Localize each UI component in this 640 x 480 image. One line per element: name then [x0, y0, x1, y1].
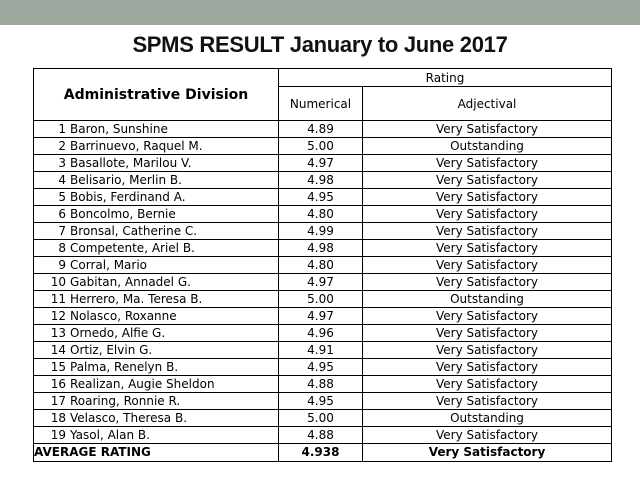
table-row [34, 206, 612, 223]
adjectival-rating: Very Satisfactory [363, 325, 612, 342]
employee-cell [34, 189, 279, 206]
row-number: 7 [58, 224, 66, 238]
table-row [34, 308, 612, 325]
results-table [33, 68, 612, 462]
employee-cell [34, 257, 279, 274]
slide-top-bar [0, 0, 640, 25]
table-row [34, 393, 612, 410]
adjectival-rating: Very Satisfactory [363, 121, 612, 138]
employee-name: Basallote, Marilou V. [70, 156, 192, 170]
employee-name: Belisario, Merlin B. [70, 173, 182, 187]
numerical-rating: 5.00 [279, 410, 363, 427]
numerical-rating: 4.97 [279, 155, 363, 172]
adjectival-header: Adjectival [363, 87, 612, 121]
employee-cell [34, 342, 279, 359]
average-adjectival: Very Satisfactory [363, 444, 612, 462]
adjectival-rating: Very Satisfactory [363, 257, 612, 274]
table-row [34, 257, 612, 274]
numerical-rating: 4.99 [279, 223, 363, 240]
employee-cell [34, 359, 279, 376]
employee-cell [34, 240, 279, 257]
employee-cell [34, 427, 279, 444]
table-row [34, 138, 612, 155]
adjectival-rating: Outstanding [363, 291, 612, 308]
employee-name: Ortiz, Elvin G. [70, 343, 153, 357]
adjectival-rating: Very Satisfactory [363, 155, 612, 172]
average-numerical: 4.938 [279, 444, 363, 462]
employee-name: Realizan, Augie Sheldon [70, 377, 215, 391]
table-row [34, 274, 612, 291]
division-header: Administrative Division [34, 69, 279, 121]
numerical-rating: 4.95 [279, 359, 363, 376]
table-row [34, 155, 612, 172]
row-number: 3 [58, 156, 66, 170]
employee-cell [34, 308, 279, 325]
table-row [34, 121, 612, 138]
slide-title: SPMS RESULT January to June 2017 [132, 32, 508, 57]
employee-cell [34, 393, 279, 410]
rating-header: Rating [279, 69, 612, 87]
adjectival-rating: Very Satisfactory [363, 342, 612, 359]
table-row [34, 223, 612, 240]
table-row [34, 427, 612, 444]
row-number: 9 [58, 258, 66, 272]
employee-name: Baron, Sunshine [70, 122, 168, 136]
row-number: 4 [58, 173, 66, 187]
table-body [34, 121, 612, 444]
employee-name: Velasco, Theresa B. [70, 411, 188, 425]
adjectival-rating: Very Satisfactory [363, 172, 612, 189]
row-number: 19 [50, 428, 66, 442]
numerical-rating: 4.89 [279, 121, 363, 138]
employee-name: Bobis, Ferdinand A. [70, 190, 186, 204]
adjectival-rating: Very Satisfactory [363, 359, 612, 376]
row-number: 16 [50, 377, 66, 391]
numerical-rating: 4.97 [279, 308, 363, 325]
employee-cell [34, 223, 279, 240]
employee-name: Palma, Renelyn B. [70, 360, 179, 374]
table-row [34, 189, 612, 206]
adjectival-rating: Outstanding [363, 410, 612, 427]
adjectival-rating: Very Satisfactory [363, 223, 612, 240]
numerical-rating: 4.97 [279, 274, 363, 291]
employee-cell [34, 376, 279, 393]
adjectival-rating: Very Satisfactory [363, 240, 612, 257]
employee-name: Barrinuevo, Raquel M. [70, 139, 203, 153]
numerical-rating: 4.98 [279, 240, 363, 257]
employee-cell [34, 274, 279, 291]
employee-cell [34, 325, 279, 342]
employee-name: Bronsal, Catherine C. [70, 224, 198, 238]
employee-name: Boncolmo, Bernie [70, 207, 176, 221]
adjectival-rating: Very Satisfactory [363, 274, 612, 291]
employee-cell [34, 206, 279, 223]
employee-name: Corral, Mario [70, 258, 148, 272]
row-number: 6 [58, 207, 66, 221]
table-row [34, 342, 612, 359]
employee-name: Competente, Ariel B. [70, 241, 195, 255]
row-number: 12 [50, 309, 66, 323]
adjectival-rating: Very Satisfactory [363, 206, 612, 223]
employee-cell [34, 172, 279, 189]
employee-cell [34, 410, 279, 427]
employee-cell [34, 155, 279, 172]
adjectival-rating: Very Satisfactory [363, 376, 612, 393]
row-number: 1 [58, 122, 66, 136]
table-row [34, 291, 612, 308]
numerical-header: Numerical [279, 87, 363, 121]
row-number: 2 [58, 139, 66, 153]
average-label: AVERAGE RATING [34, 444, 279, 462]
row-number: 15 [50, 360, 66, 374]
numerical-rating: 4.88 [279, 376, 363, 393]
table-row [34, 240, 612, 257]
numerical-rating: 4.95 [279, 393, 363, 410]
employee-name: Nolasco, Roxanne [70, 309, 177, 323]
numerical-rating: 4.91 [279, 342, 363, 359]
numerical-rating: 4.98 [279, 172, 363, 189]
row-number: 17 [50, 394, 66, 408]
table-row [34, 376, 612, 393]
numerical-rating: 5.00 [279, 138, 363, 155]
employee-cell [34, 291, 279, 308]
adjectival-rating: Very Satisfactory [363, 427, 612, 444]
table-row [34, 359, 612, 376]
adjectival-rating: Very Satisfactory [363, 308, 612, 325]
table-row [34, 410, 612, 427]
employee-name: Ornedo, Alfie G. [70, 326, 166, 340]
employee-cell [34, 121, 279, 138]
adjectival-rating: Outstanding [363, 138, 612, 155]
numerical-rating: 4.96 [279, 325, 363, 342]
row-number: 8 [58, 241, 66, 255]
row-number: 18 [50, 411, 66, 425]
numerical-rating: 4.95 [279, 189, 363, 206]
row-number: 10 [50, 275, 66, 289]
row-number: 11 [50, 292, 66, 306]
numerical-rating: 4.88 [279, 427, 363, 444]
row-number: 13 [50, 326, 66, 340]
numerical-rating: 4.80 [279, 257, 363, 274]
adjectival-rating: Very Satisfactory [363, 393, 612, 410]
row-number: 5 [58, 190, 66, 204]
employee-name: Gabitan, Annadel G. [70, 275, 191, 289]
average-row [34, 444, 612, 462]
table-row [34, 325, 612, 342]
row-number: 14 [50, 343, 66, 357]
numerical-rating: 4.80 [279, 206, 363, 223]
adjectival-rating: Very Satisfactory [363, 189, 612, 206]
numerical-rating: 5.00 [279, 291, 363, 308]
employee-name: Roaring, Ronnie R. [70, 394, 181, 408]
employee-name: Herrero, Ma. Teresa B. [70, 292, 203, 306]
employee-name: Yasol, Alan B. [70, 428, 150, 442]
table-row [34, 172, 612, 189]
employee-cell [34, 138, 279, 155]
